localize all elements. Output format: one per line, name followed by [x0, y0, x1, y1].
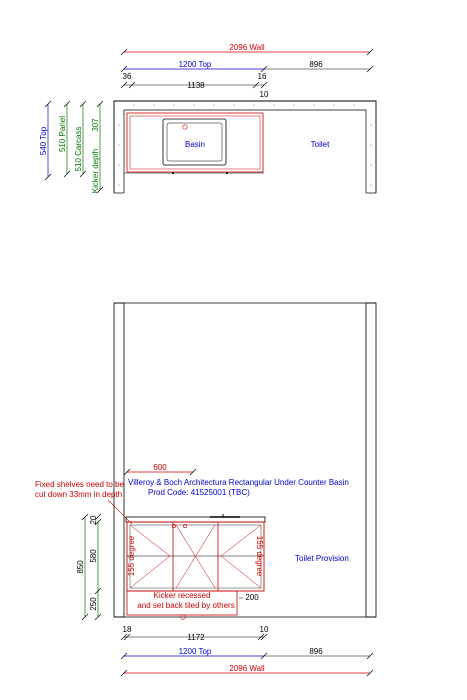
- elevation-dim-250: 250: [89, 597, 98, 611]
- elevation-dim-600: 600: [153, 463, 167, 472]
- elevation-bottom-right: 896: [309, 647, 323, 656]
- plan-wall-label: 2096 Wall: [229, 43, 265, 52]
- elevation-vanity-cabinet: [127, 522, 264, 591]
- plan-carcass-dimension: [121, 72, 269, 99]
- plan-below-label: 10: [259, 90, 269, 99]
- plan-depth-top: 540 Top: [39, 126, 48, 156]
- plan-depth-panel: 510 Panel: [58, 115, 67, 153]
- elevation-bottom-mid: 1172: [187, 633, 205, 642]
- plan-wall-dimension: [121, 43, 373, 55]
- kicker-note-line1: Kicker recessed: [153, 591, 211, 600]
- plan-basin-waste-icon: [183, 125, 187, 129]
- plan-room-outline: [114, 101, 376, 193]
- elevation-bottom-top: 1200 Top: [178, 647, 212, 656]
- plan-depth-carcass: 510 Carcass: [74, 126, 83, 172]
- elevation-dim-20: 20: [89, 515, 98, 525]
- elevation-bottom-right-offset: 10: [259, 625, 269, 634]
- door-angle-left: 155 degree: [127, 535, 136, 577]
- plan-depth-kicker-label: Kicker depth: [91, 148, 100, 194]
- shelves-note-line1: Fixed shelves need to be: [35, 480, 124, 489]
- plan-top-dimension: [121, 60, 373, 72]
- shelves-note-leader: [108, 500, 132, 524]
- elevation-view: [35, 303, 376, 676]
- basin-description: Villeroy & Boch Architectura Rectangular Under Counter Basin: [128, 478, 349, 487]
- plan-basin-label: Basin: [184, 140, 206, 149]
- elevation-carcass-dimension: [121, 625, 269, 642]
- door-swing-lines: [130, 525, 261, 588]
- plan-view: [39, 43, 376, 193]
- elevation-kicker: [127, 591, 259, 619]
- elevation-bottom-wall: 2096 Wall: [229, 664, 265, 673]
- plan-top-label: 1200 Top: [178, 60, 212, 69]
- elevation-height-dimensions: [76, 514, 101, 620]
- plan-mid-label: 1138: [187, 81, 205, 90]
- plan-right-offset: 16: [257, 72, 267, 81]
- door-angle-right: 155 degree: [255, 535, 264, 577]
- elevation-dim-850: 850: [76, 560, 85, 574]
- plan-wall-hatch-dots: [118, 104, 371, 185]
- toilet-provision-label: Toilet Provision: [295, 554, 349, 563]
- elevation-wall-dimension: [121, 664, 373, 676]
- plan-depth-dimensions: [39, 101, 103, 193]
- elevation-benchtop: [126, 514, 265, 522]
- shelves-note-line2: cut down 33mm in depth: [35, 490, 123, 499]
- elevation-walls: [114, 303, 376, 617]
- elevation-top-dimension: [121, 647, 373, 659]
- plan-depth-kicker-value: 307: [91, 118, 100, 132]
- elevation-600-dimension: [124, 463, 196, 475]
- plan-basin: [163, 119, 226, 165]
- plan-left-offset: 36: [122, 72, 132, 81]
- elevation-dim-580: 580: [89, 549, 98, 563]
- plan-toilet-label: Toilet: [310, 140, 330, 149]
- plan-right-label: 896: [309, 60, 323, 69]
- kicker-note-line2: and set back tiled by others: [137, 601, 235, 610]
- kicker-dim-200: 200: [245, 593, 259, 602]
- elevation-bottom-left-offset: 18: [122, 625, 132, 634]
- basin-prod-code: Prod Code: 41525001 (TBC): [148, 488, 250, 497]
